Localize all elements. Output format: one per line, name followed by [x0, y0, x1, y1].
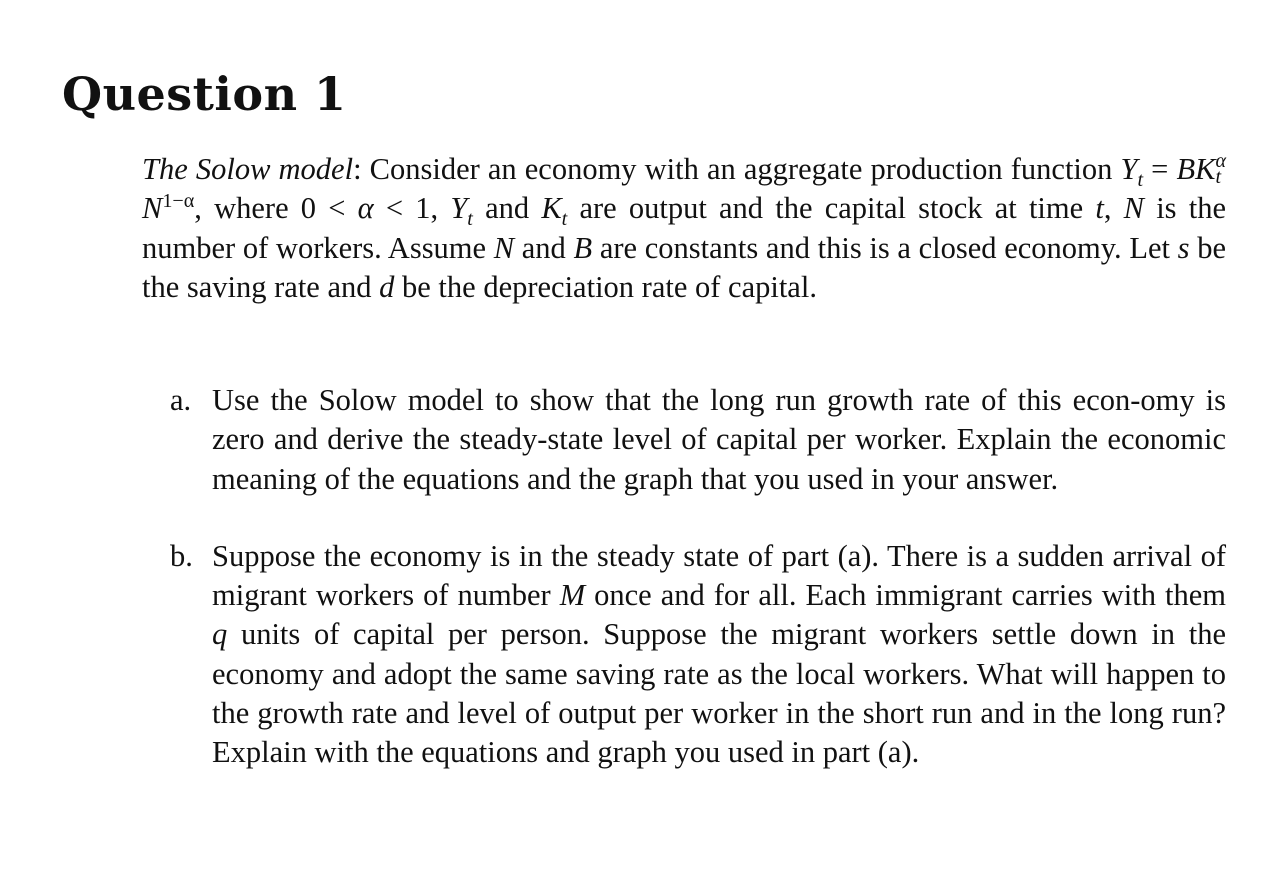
question-part-a	[142, 381, 1226, 499]
question-heading: Question 1	[62, 67, 347, 121]
question-intro: The Solow model: Consider an economy with an aggregate production function $Y_t$ = BK α t $N^{1-\alpha}$, where 0 < α < 1, $Y_t$ and $K_t$ are output and the capital stock at time t, N is the number of workers. Assume N and B are constants and this is a closed economy. Let s be the saving rate and d be the depreciation rate of capital.	[142, 150, 1227, 304]
question-parts-list	[142, 381, 1226, 773]
part-marker: a.	[170, 383, 192, 417]
question-part-b	[142, 537, 1226, 773]
part-marker: b.	[170, 538, 193, 573]
part-text: Suppose the economy is in the steady state of part (a). There is a sudden arrival of migrant workers of number M once and for all. Each immigrant carries with them q units of capital per person. Suppose the migrant workers settle down in the economy and adopt the same saving rate as the local workers. What will happen to the growth rate and level of output per worker in the short run and in the long run? Explain with the equations and graph you used in part (a).	[212, 538, 1226, 770]
part-text: Use the Solow model to show that the long run growth rate of this econ-omy is zero and derive the steady-state level of capital per worker. Explain the economic meaning of the equations and the graph that you used in your answer.	[212, 383, 1226, 496]
production-function-formula: $Y_t$ = BK α t $N^{1-\alpha}$	[142, 150, 1227, 226]
solow-model-term: The Solow model	[142, 152, 354, 186]
